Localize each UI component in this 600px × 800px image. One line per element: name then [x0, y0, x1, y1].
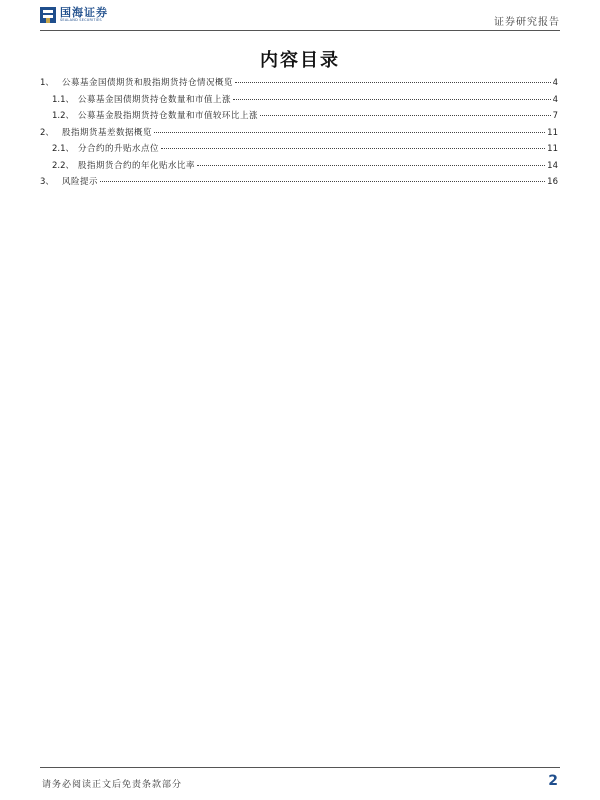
toc-entry-1-2[interactable]: [40, 109, 558, 126]
toc-entry-text: 公募基金国债期货和股指期货持仓情况概览: [62, 78, 234, 88]
toc-leader-dots: [235, 82, 551, 83]
toc-leader-dots: [197, 165, 545, 166]
sealand-logo: [40, 4, 108, 26]
toc-leader-dots: [154, 132, 545, 133]
toc-entry-page: 4: [552, 94, 558, 105]
toc-entry-page: 7: [552, 111, 558, 121]
page-footer: [40, 767, 560, 794]
toc-entry-text: 股指期货基差数据概览: [62, 127, 153, 138]
toc-entry-3[interactable]: [40, 175, 558, 192]
toc-entry-page: 14: [547, 160, 558, 171]
toc-entry-text: 公募基金国债期货持仓数量和市值上涨: [78, 94, 232, 105]
logo-mark-icon: [40, 7, 56, 23]
page-header: [40, 4, 560, 31]
logo-chinese-name: 国海证券: [60, 6, 108, 20]
toc-entry-number: 1、: [40, 78, 54, 88]
toc-entry-number: 2.2、: [52, 160, 75, 171]
toc-entry-number: 3、: [40, 177, 54, 187]
report-type-label: 证券研究报告: [494, 17, 560, 28]
toc-entry-number: 1.2、: [52, 111, 75, 121]
toc-leader-dots: [260, 115, 551, 116]
toc-entry-page: 16: [547, 177, 558, 187]
toc-entry-2[interactable]: [40, 126, 558, 143]
disclaimer-note: 请务必阅读正文后免责条款部分: [42, 780, 183, 790]
toc-entry-text: 分合约的升贴水点位: [78, 144, 160, 154]
toc-entry-text: 风险提示: [62, 177, 99, 187]
toc-title: 内容目录: [260, 50, 340, 71]
logo-english-name: SEALAND SECURITIES: [60, 18, 102, 23]
toc-entry-page: 11: [547, 144, 558, 154]
toc-entry-text: 股指期货合约的年化贴水比率: [78, 160, 196, 171]
toc-entry-2-2[interactable]: [40, 159, 558, 176]
toc-leader-dots: [100, 181, 545, 182]
toc-entry-page: 11: [547, 127, 558, 138]
toc-leader-dots: [233, 99, 551, 100]
toc-entry-page: 4: [552, 78, 558, 88]
toc-entry-1[interactable]: [40, 76, 558, 93]
toc-entry-number: 2.1、: [52, 144, 75, 154]
toc-entry-number: 2、: [40, 127, 54, 138]
table-of-contents: [40, 76, 558, 192]
toc-leader-dots: [161, 148, 545, 149]
page-number: 2: [548, 773, 558, 789]
toc-entry-text: 公募基金股指期货持仓数量和市值较环比上涨: [78, 111, 259, 121]
toc-entry-number: 1.1、: [52, 94, 75, 105]
toc-entry-1-1[interactable]: [40, 93, 558, 110]
toc-entry-2-1[interactable]: [40, 142, 558, 159]
